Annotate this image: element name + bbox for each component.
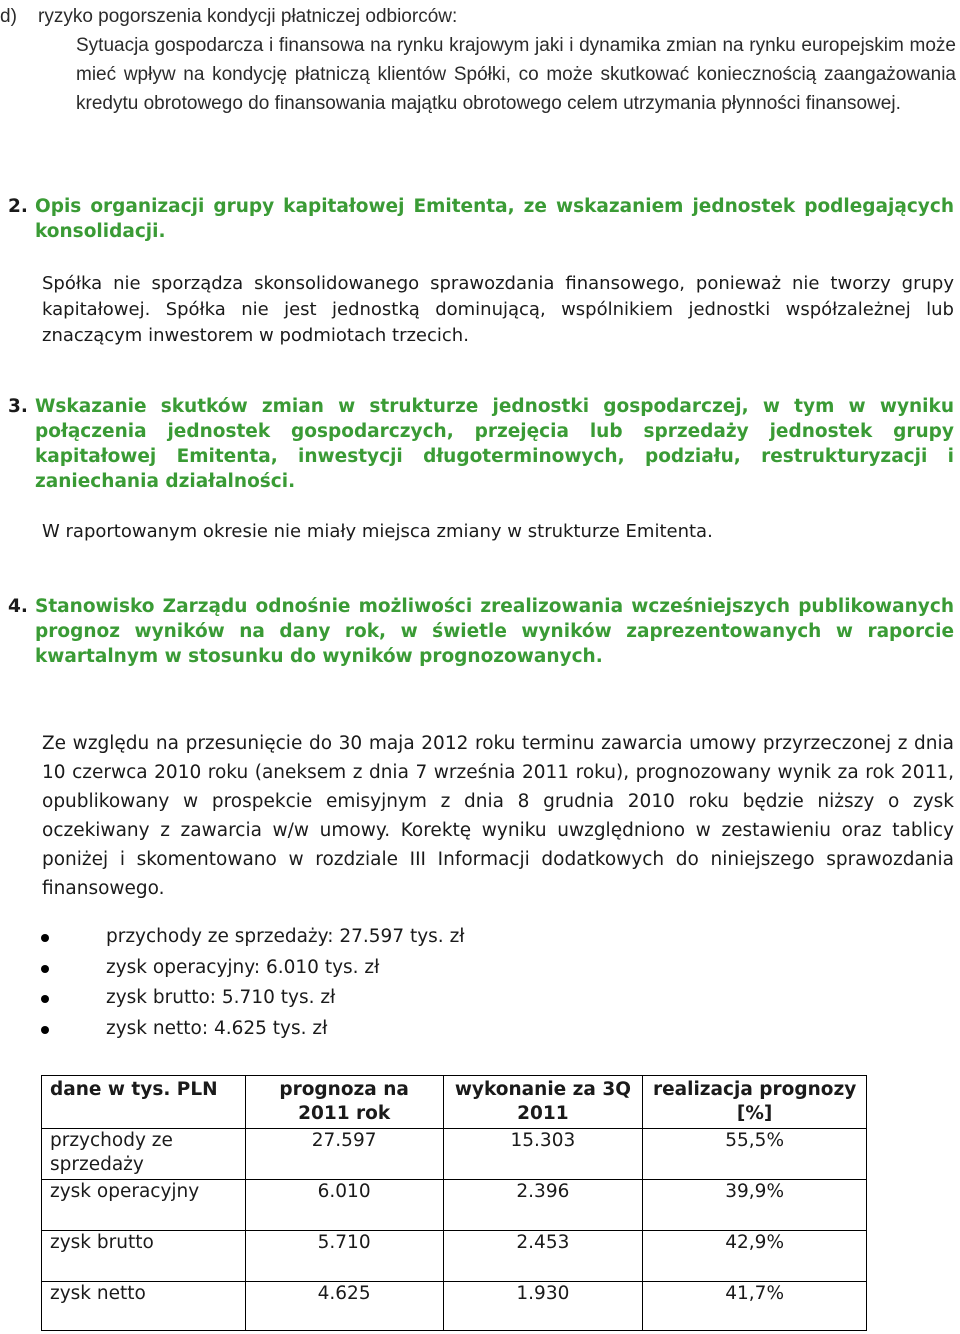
section-title: Stanowisko Zarządu odnośnie możliwości zrealizowania wcześniejszych publikowanych prognoz wyników na dany rok, w świetle wyników zaprezentowanych w raporcie kwartalnym w stosunku do wyników prognozowanych. <box>35 596 954 667</box>
risk-title: ryzyko pogorszenia kondycji płatniczej odbiorców: <box>38 6 458 27</box>
bullet-icon <box>38 922 106 953</box>
section-number: 3. <box>8 396 28 417</box>
section-title: Wskazanie skutków zmian w strukturze jednostki gospodarczej, w tym w wyniku połączenia jednostek gospodarczych, przejęcia lub sprzedaży jednostek grupy kapitałowej Emitenta, inwestycji długoterminowych, podziału, restrukturyzacji i zaniechania działalności. <box>35 396 954 492</box>
list-marker: d) <box>0 6 17 27</box>
list-item-text: zysk netto: 4.625 tys. zł <box>106 1017 328 1039</box>
section-4-heading <box>8 594 954 669</box>
table-row <box>42 1282 867 1331</box>
list-item-text: przychody ze sprzedaży: 27.597 tys. zł <box>106 926 465 947</box>
table-cell: 27.597 <box>245 1129 443 1180</box>
forecast-list <box>38 922 638 1044</box>
row-label: przychody ze sprzedaży <box>42 1129 246 1180</box>
section-2-paragraph: Spółka nie sporządza skonsolidowanego sprawozdania finansowego, ponieważ nie tworzy grupy kapitałowej. Spółka nie jest jednostką dominującą, wspólnikiem jednostki współzależnej lub znaczącym inwestorem w podmiotach trzecich. <box>42 273 954 346</box>
column-header: realizacja prognozy [%] <box>643 1076 867 1129</box>
column-header: prognoza na 2011 rok <box>245 1076 443 1129</box>
list-item <box>38 953 638 984</box>
risk-paragraph: Sytuacja gospodarcza i finansowa na rynku krajowym jaki i dynamika zmian na rynku europejskim może mieć wpływ na kondycję płatniczą klientów Spółki, co może skutkować koniecznością zaangażowania kredytu obrotowego do finansowania majątku obrotowego celem utrzymania płynności finansowej. <box>76 35 956 114</box>
table-cell: 2.453 <box>443 1231 643 1282</box>
table-cell: 4.625 <box>245 1282 443 1331</box>
section-number: 4. <box>8 596 28 617</box>
bullet-icon <box>38 983 106 1014</box>
column-header: dane w tys. PLN <box>42 1076 246 1129</box>
list-item-text: zysk brutto: 5.710 tys. zł <box>106 987 336 1008</box>
bullet-icon <box>38 953 106 984</box>
section-number: 2. <box>8 196 28 217</box>
table-cell: 2.396 <box>443 1180 643 1231</box>
list-item <box>38 922 638 953</box>
table-cell: 15.303 <box>443 1129 643 1180</box>
table-row <box>42 1180 867 1231</box>
table-row <box>42 1231 867 1282</box>
section-2-heading <box>8 194 954 244</box>
table-cell: 42,9% <box>643 1231 867 1282</box>
row-label: zysk netto <box>42 1282 246 1331</box>
bullet-icon <box>38 1014 106 1045</box>
section-title: Opis organizacji grupy kapitałowej Emitenta, ze wskazaniem jednostek podlegających konsolidacji. <box>35 196 954 242</box>
table-cell: 6.010 <box>245 1180 443 1231</box>
list-item-text: zysk operacyjny: 6.010 tys. zł <box>106 956 380 978</box>
row-label: zysk operacyjny <box>42 1180 246 1231</box>
table-row <box>42 1129 867 1180</box>
section-3-paragraph: W raportowanym okresie nie miały miejsca zmiany w strukturze Emitenta. <box>42 521 713 542</box>
section-3-heading <box>8 394 954 494</box>
list-item <box>38 983 638 1014</box>
row-label: zysk brutto <box>42 1231 246 1282</box>
table-cell: 41,7% <box>643 1282 867 1331</box>
table-cell: 55,5% <box>643 1129 867 1180</box>
table-cell: 1.930 <box>443 1282 643 1331</box>
risk-section-d <box>0 2 956 118</box>
section-4-paragraph: Ze względu na przesunięcie do 30 maja 2012 roku terminu zawarcia umowy przyrzeczonej z dnia 10 czerwca 2010 roku (aneksem z dnia 7 września 2011 roku), prognozowany wynik za rok 2011, opublikowany w prospekcie emisyjnym z dnia 8 grudnia 2010 roku będzie niższy o zysk oczekiwany z zawarcia w/w umowy. Korektę wyniku uwzględniono w zestawieniu oraz tablicy poniżej i skomentowano w rozdziale III Informacji dodatkowych do niniejszego sprawozdania finansowego. <box>42 733 954 899</box>
table-cell: 39,9% <box>643 1180 867 1231</box>
column-header: wykonanie za 3Q 2011 <box>443 1076 643 1129</box>
list-item <box>38 1014 638 1045</box>
table-header-row <box>42 1076 867 1129</box>
forecast-table <box>41 1075 867 1331</box>
table-cell: 5.710 <box>245 1231 443 1282</box>
risk-title-row <box>0 2 956 31</box>
